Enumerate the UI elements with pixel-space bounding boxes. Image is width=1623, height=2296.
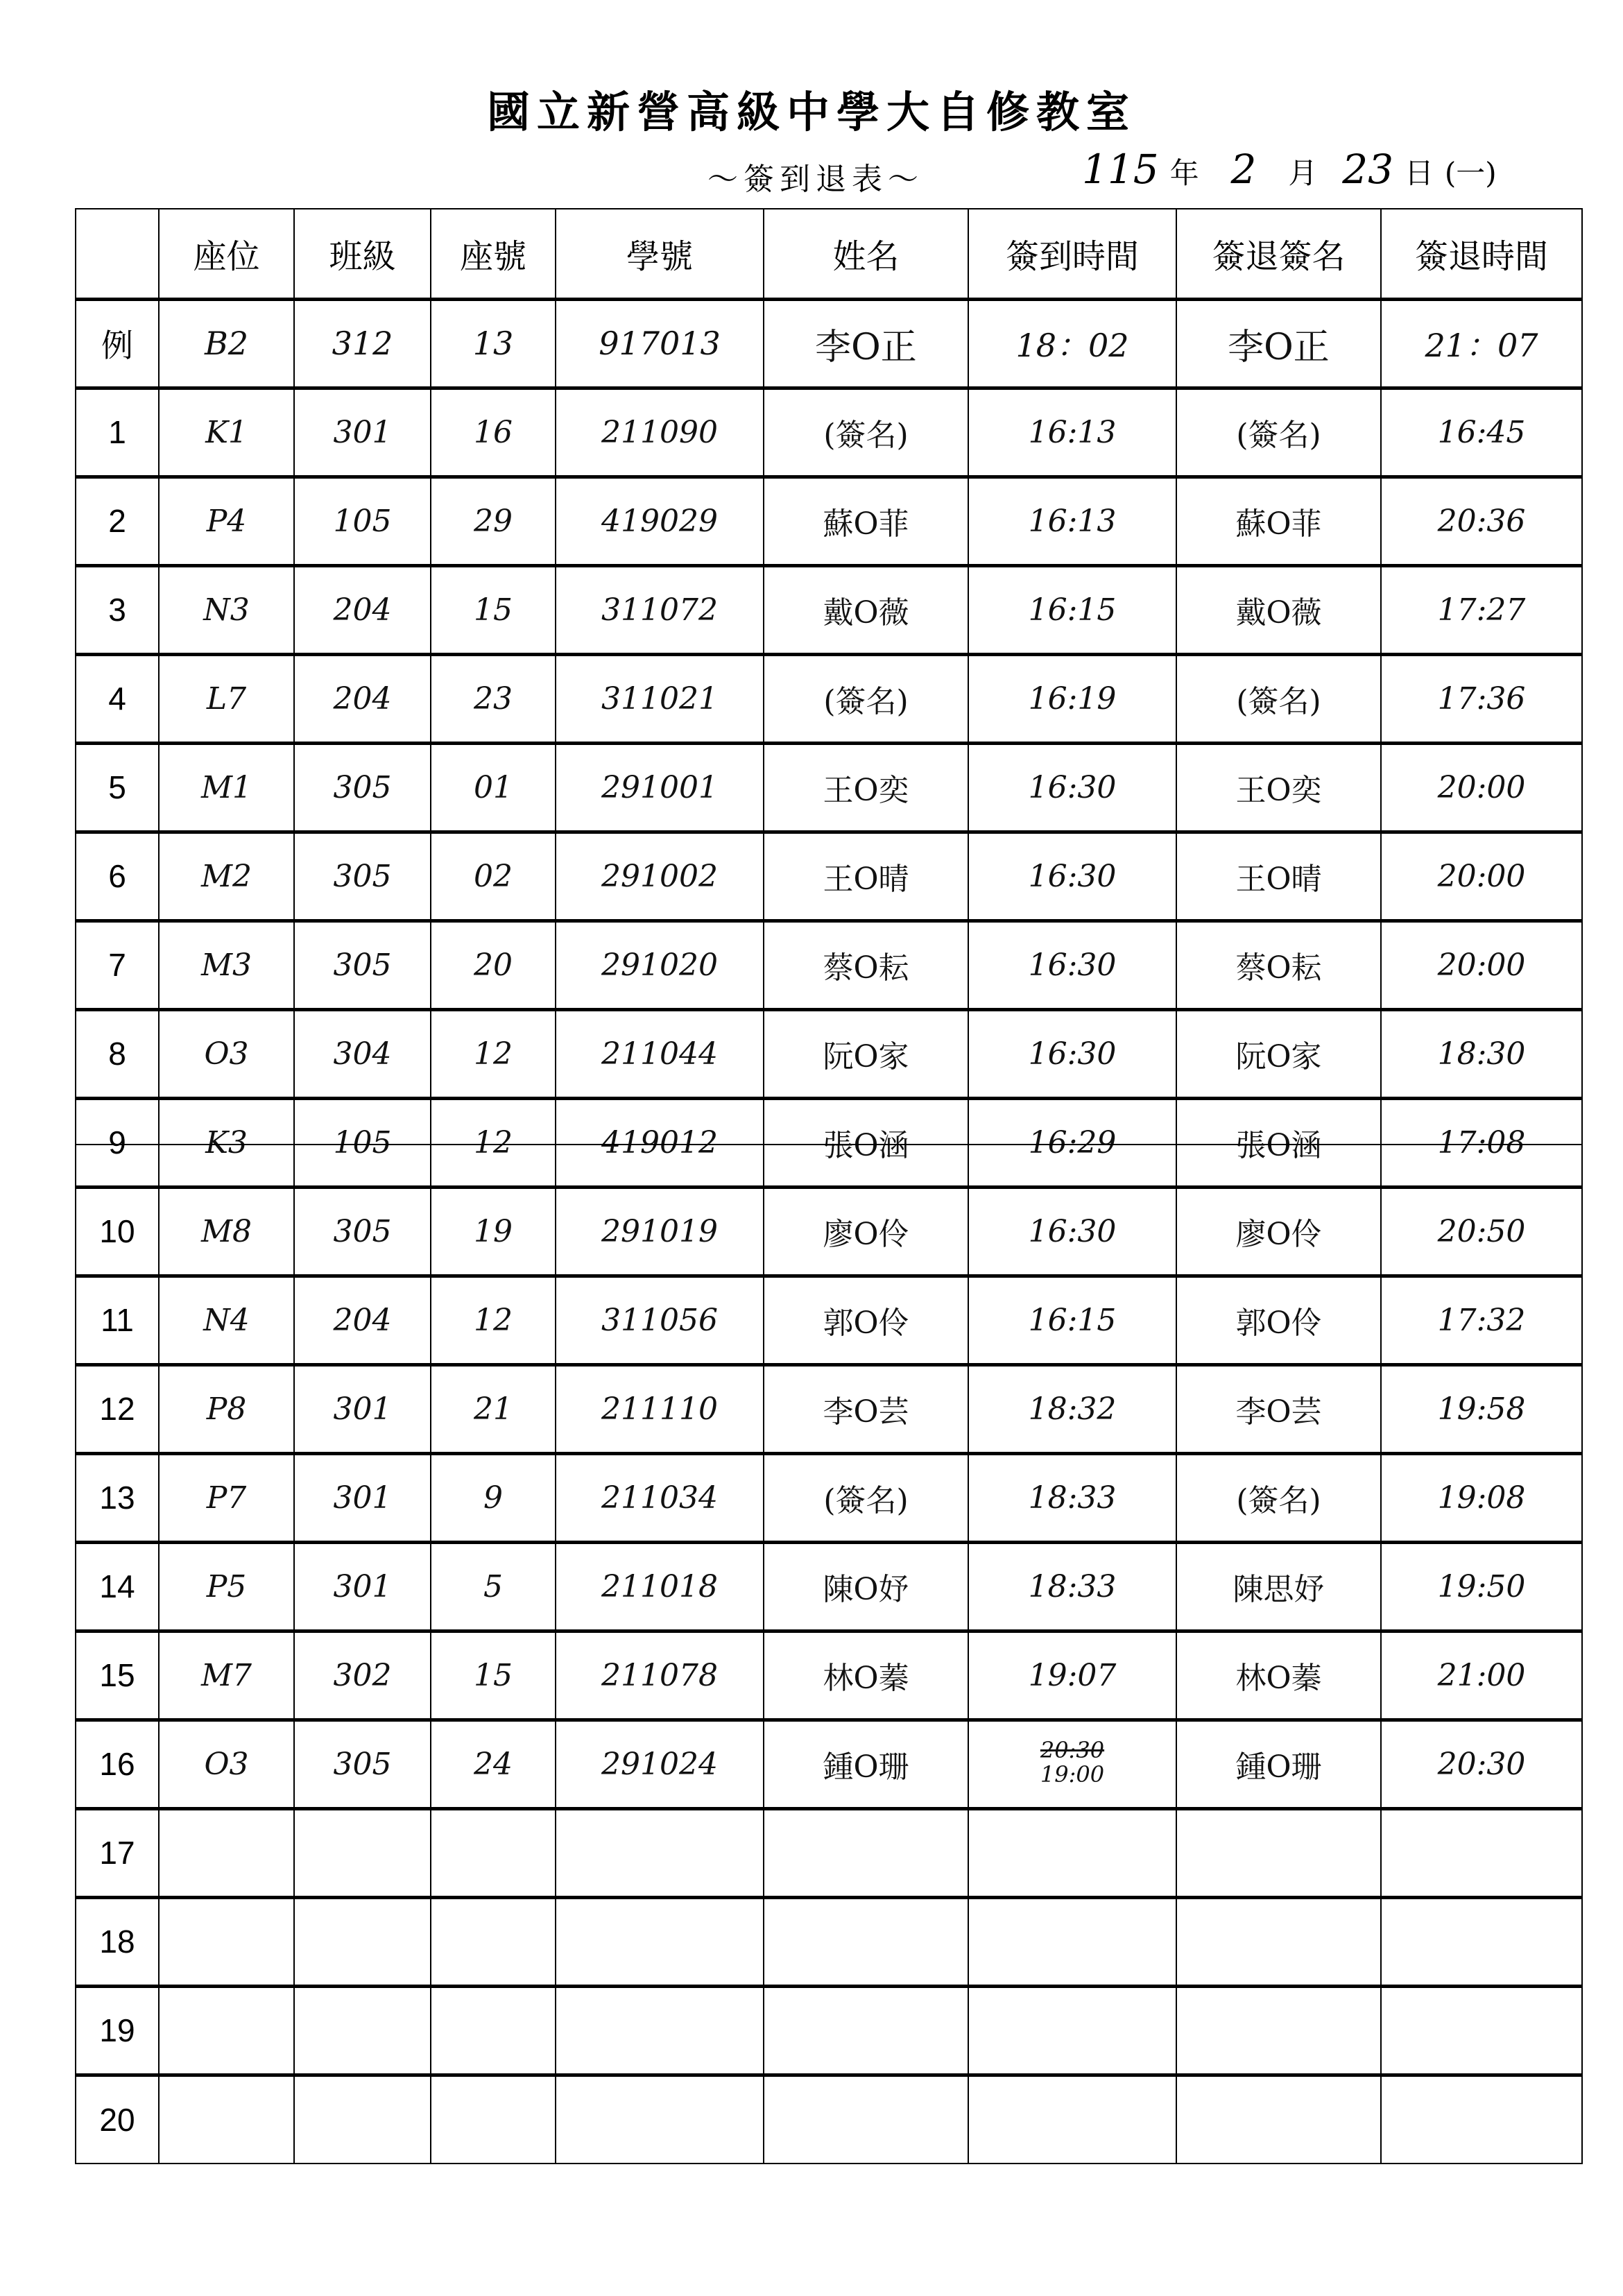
date-month: 2 xyxy=(1230,146,1257,193)
table-row xyxy=(76,832,1582,920)
cell-name[interactable]: 王O奕 xyxy=(764,743,968,832)
cell-sign-in-time[interactable]: 16:30 xyxy=(968,1009,1176,1098)
cell-student-id[interactable]: 311056 xyxy=(556,1276,764,1364)
example-sign-out-time: 21：07 xyxy=(1381,299,1582,388)
cell-student-id[interactable] xyxy=(556,1808,764,1897)
cell-sign-out-time[interactable]: 21:00 xyxy=(1381,1631,1582,1720)
col-header-sign-out-time: 簽退時間 xyxy=(1381,209,1582,299)
cell-sign-out-signature[interactable]: 張O涵 xyxy=(1176,1098,1381,1187)
cell-class[interactable]: 301 xyxy=(294,1364,431,1453)
row-index: 8 xyxy=(76,1009,159,1098)
cell-student-id[interactable]: 211110 xyxy=(556,1364,764,1453)
cell-sign-out-signature[interactable]: 阮O家 xyxy=(1176,1009,1381,1098)
cell-class[interactable]: 301 xyxy=(294,1542,431,1631)
cell-seat[interactable]: N3 xyxy=(159,565,294,654)
row-index: 2 xyxy=(76,477,159,565)
cell-seat[interactable]: P4 xyxy=(159,477,294,565)
cell-student-id[interactable]: 311072 xyxy=(556,565,764,654)
cell-sign-out-signature[interactable] xyxy=(1176,1897,1381,1986)
cell-seat[interactable]: M8 xyxy=(159,1187,294,1276)
cell-number[interactable] xyxy=(431,1986,556,2075)
cell-sign-out-time[interactable]: 20:50 xyxy=(1381,1187,1582,1276)
example-name: 李O正 xyxy=(764,299,968,388)
cell-seat[interactable]: O3 xyxy=(159,1720,294,1808)
cell-sign-in-time[interactable]: 16:30 xyxy=(968,743,1176,832)
cell-sign-out-time[interactable]: 19:50 xyxy=(1381,1542,1582,1631)
example-sign-out-signature: 李O正 xyxy=(1176,299,1381,388)
cell-sign-out-signature[interactable]: 王O奕 xyxy=(1176,743,1381,832)
col-header-name: 姓名 xyxy=(764,209,968,299)
cell-seat[interactable]: P7 xyxy=(159,1453,294,1542)
cell-student-id[interactable]: 211078 xyxy=(556,1631,764,1720)
date-year-label: 年 xyxy=(1169,156,1199,190)
cell-sign-out-time[interactable]: 20:00 xyxy=(1381,743,1582,832)
cell-student-id[interactable]: 291002 xyxy=(556,832,764,920)
row-index: 4 xyxy=(76,654,159,743)
table-row xyxy=(76,1276,1582,1364)
cell-name[interactable] xyxy=(764,1897,968,1986)
cell-name[interactable]: (簽名) xyxy=(764,388,968,477)
cell-name[interactable]: 郭O伶 xyxy=(764,1276,968,1364)
cell-seat[interactable]: K1 xyxy=(159,388,294,477)
cell-number[interactable]: 20 xyxy=(431,920,556,1009)
cell-seat[interactable] xyxy=(159,1808,294,1897)
cell-sign-out-time[interactable]: 20:30 xyxy=(1381,1720,1582,1808)
cell-seat[interactable]: L7 xyxy=(159,654,294,743)
cell-student-id[interactable]: 291024 xyxy=(556,1720,764,1808)
col-header-index xyxy=(76,209,159,299)
struck-time: 20:30 xyxy=(1040,1736,1105,1763)
cell-seat[interactable]: M3 xyxy=(159,920,294,1009)
cell-sign-out-signature[interactable]: 王O晴 xyxy=(1176,832,1381,920)
example-seat: B2 xyxy=(159,299,294,388)
table-header-row xyxy=(76,209,1582,299)
cell-sign-in-time[interactable] xyxy=(968,1986,1176,2075)
cell-seat[interactable]: M2 xyxy=(159,832,294,920)
cell-number[interactable]: 23 xyxy=(431,654,556,743)
cell-sign-in-time[interactable]: 16:30 xyxy=(968,832,1176,920)
cell-number[interactable]: 01 xyxy=(431,743,556,832)
cell-sign-out-signature[interactable]: (簽名) xyxy=(1176,654,1381,743)
cell-sign-out-time[interactable]: 20:36 xyxy=(1381,477,1582,565)
cell-sign-out-time[interactable]: 16:45 xyxy=(1381,388,1582,477)
cell-name[interactable]: 林O蓁 xyxy=(764,1631,968,1720)
cell-sign-in-time[interactable]: 18:33 xyxy=(968,1542,1176,1631)
table-row xyxy=(76,477,1582,565)
table-row xyxy=(76,1542,1582,1631)
cell-student-id[interactable]: 291001 xyxy=(556,743,764,832)
cell-sign-in-time[interactable]: 19:07 xyxy=(968,1631,1176,1720)
cell-student-id[interactable]: 211044 xyxy=(556,1009,764,1098)
cell-name[interactable]: 張O涵 xyxy=(764,1098,968,1187)
cell-student-id[interactable]: 419012 xyxy=(556,1098,764,1187)
corrected-time xyxy=(1040,1738,1104,1787)
table-row xyxy=(76,1720,1582,1808)
example-number: 13 xyxy=(431,299,556,388)
cell-class[interactable]: 301 xyxy=(294,388,431,477)
table-row xyxy=(76,2075,1582,2164)
cell-class[interactable]: 301 xyxy=(294,1453,431,1542)
cell-sign-out-signature[interactable]: 廖O伶 xyxy=(1176,1187,1381,1276)
cell-number[interactable]: 12 xyxy=(431,1276,556,1364)
cell-sign-out-signature[interactable] xyxy=(1176,1808,1381,1897)
table-row xyxy=(76,388,1582,477)
cell-number[interactable]: 19 xyxy=(431,1187,556,1276)
cell-class[interactable]: 305 xyxy=(294,1720,431,1808)
row-index: 5 xyxy=(76,743,159,832)
cell-number[interactable]: 9 xyxy=(431,1453,556,1542)
cell-sign-out-time[interactable]: 18:30 xyxy=(1381,1009,1582,1098)
row-index: 11 xyxy=(76,1276,159,1364)
cell-class[interactable]: 204 xyxy=(294,654,431,743)
table-row xyxy=(76,1631,1582,1720)
cell-student-id[interactable]: 291019 xyxy=(556,1187,764,1276)
row-index: 14 xyxy=(76,1542,159,1631)
cell-sign-out-time[interactable]: 20:00 xyxy=(1381,920,1582,1009)
table-row xyxy=(76,1364,1582,1453)
cell-number[interactable] xyxy=(431,2075,556,2164)
row-index: 9 xyxy=(76,1098,159,1187)
cell-sign-out-time[interactable] xyxy=(1381,1808,1582,1897)
example-sign-in-time: 18：02 xyxy=(968,299,1176,388)
cell-seat[interactable]: O3 xyxy=(159,1009,294,1098)
cell-seat[interactable]: P8 xyxy=(159,1364,294,1453)
cell-sign-out-signature[interactable]: 李O芸 xyxy=(1176,1364,1381,1453)
cell-student-id[interactable]: 211090 xyxy=(556,388,764,477)
cell-class[interactable]: 204 xyxy=(294,565,431,654)
cell-sign-out-signature[interactable]: (簽名) xyxy=(1176,1453,1381,1542)
cell-seat[interactable]: N4 xyxy=(159,1276,294,1364)
example-class: 312 xyxy=(294,299,431,388)
cell-class[interactable]: 304 xyxy=(294,1009,431,1098)
cell-seat[interactable]: K3 xyxy=(159,1098,294,1187)
cell-class[interactable]: 302 xyxy=(294,1631,431,1720)
cell-class[interactable]: 305 xyxy=(294,743,431,832)
row-index: 7 xyxy=(76,920,159,1009)
table-row xyxy=(76,1453,1582,1542)
cell-student-id[interactable]: 211018 xyxy=(556,1542,764,1631)
date-year: 115 xyxy=(1082,146,1159,193)
cell-sign-out-signature[interactable] xyxy=(1176,1986,1381,2075)
row-index: 13 xyxy=(76,1453,159,1542)
cell-sign-in-time[interactable] xyxy=(968,1808,1176,1897)
cell-sign-out-time[interactable]: 20:00 xyxy=(1381,832,1582,920)
cell-name[interactable]: 蘇O菲 xyxy=(764,477,968,565)
row-index: 6 xyxy=(76,832,159,920)
row-index: 17 xyxy=(76,1808,159,1897)
cell-student-id[interactable] xyxy=(556,2075,764,2164)
new-time: 19:00 xyxy=(1040,1761,1105,1788)
cell-name[interactable]: 陳O妤 xyxy=(764,1542,968,1631)
cell-sign-out-signature[interactable]: 蔡O耘 xyxy=(1176,920,1381,1009)
col-header-class: 班級 xyxy=(294,209,431,299)
cell-number[interactable] xyxy=(431,1808,556,1897)
cell-name[interactable] xyxy=(764,2075,968,2164)
cell-number[interactable]: 29 xyxy=(431,477,556,565)
cell-class[interactable] xyxy=(294,1897,431,1986)
date-month-label: 月 xyxy=(1288,156,1318,190)
page-title xyxy=(0,78,1623,139)
date-weekday: (一) xyxy=(1444,156,1497,190)
cell-name[interactable]: 阮O家 xyxy=(764,1009,968,1098)
cell-name[interactable]: (簽名) xyxy=(764,1453,968,1542)
cell-sign-in-time[interactable]: 18:32 xyxy=(968,1364,1176,1453)
date-day-label: 日 xyxy=(1405,156,1434,190)
cell-seat[interactable]: M1 xyxy=(159,743,294,832)
cell-class[interactable]: 305 xyxy=(294,1187,431,1276)
table-row xyxy=(76,1897,1582,1986)
cell-sign-out-time[interactable]: 17:27 xyxy=(1381,565,1582,654)
cell-number[interactable]: 16 xyxy=(431,388,556,477)
form-subtitle: ～簽到退表～ xyxy=(707,162,924,197)
cell-sign-out-time[interactable]: 17:36 xyxy=(1381,654,1582,743)
cell-sign-in-time[interactable] xyxy=(968,2075,1176,2164)
cell-number[interactable] xyxy=(431,1897,556,1986)
cell-sign-in-time[interactable]: 16:13 xyxy=(968,388,1176,477)
cell-class[interactable] xyxy=(294,1808,431,1897)
col-header-sign-out-signature: 簽退簽名 xyxy=(1176,209,1381,299)
cell-sign-in-time[interactable]: 16:19 xyxy=(968,654,1176,743)
cell-number[interactable]: 15 xyxy=(431,565,556,654)
cell-sign-out-time[interactable] xyxy=(1381,2075,1582,2164)
cell-number[interactable]: 02 xyxy=(431,832,556,920)
cell-number[interactable]: 12 xyxy=(431,1098,556,1187)
cell-sign-out-signature[interactable]: 蘇O菲 xyxy=(1176,477,1381,565)
row-index: 12 xyxy=(76,1364,159,1453)
example-student-id: 917013 xyxy=(556,299,764,388)
row-index: 3 xyxy=(76,565,159,654)
cell-name[interactable]: 廖O伶 xyxy=(764,1187,968,1276)
cell-student-id[interactable]: 291020 xyxy=(556,920,764,1009)
cell-student-id[interactable] xyxy=(556,1897,764,1986)
cell-name[interactable]: 戴O薇 xyxy=(764,565,968,654)
cell-seat[interactable] xyxy=(159,1897,294,1986)
cell-class[interactable]: 305 xyxy=(294,832,431,920)
cell-class[interactable]: 305 xyxy=(294,920,431,1009)
cell-sign-in-time[interactable] xyxy=(968,1897,1176,1986)
table-row xyxy=(76,1808,1582,1897)
example-label: 例 xyxy=(76,299,159,388)
cell-name[interactable]: 李O芸 xyxy=(764,1364,968,1453)
table-row xyxy=(76,743,1582,832)
date-day: 23 xyxy=(1342,146,1394,193)
cell-name[interactable] xyxy=(764,1808,968,1897)
cell-class[interactable]: 105 xyxy=(294,477,431,565)
row-index: 19 xyxy=(76,1986,159,2075)
cell-sign-in-time[interactable]: 16:15 xyxy=(968,565,1176,654)
cell-class[interactable] xyxy=(294,2075,431,2164)
table-row xyxy=(76,1187,1582,1276)
row-index: 20 xyxy=(76,2075,159,2164)
cell-sign-out-signature[interactable]: 林O蓁 xyxy=(1176,1631,1381,1720)
cell-sign-out-time[interactable]: 17:32 xyxy=(1381,1276,1582,1364)
cell-sign-out-signature[interactable]: 鍾O珊 xyxy=(1176,1720,1381,1808)
title-text: 國立新營高級中學大自修教室 xyxy=(486,87,1136,137)
form-date xyxy=(1082,146,1497,193)
cell-name[interactable]: (簽名) xyxy=(764,654,968,743)
row-index: 16 xyxy=(76,1720,159,1808)
col-header-seat: 座位 xyxy=(159,209,294,299)
cell-student-id[interactable]: 311021 xyxy=(556,654,764,743)
cell-sign-out-signature[interactable]: 戴O薇 xyxy=(1176,565,1381,654)
table-row xyxy=(76,1986,1582,2075)
cell-sign-out-time[interactable]: 17:08 xyxy=(1381,1098,1582,1187)
cell-sign-in-time[interactable]: 16:29 xyxy=(968,1098,1176,1187)
cell-sign-out-signature[interactable]: 郭O伶 xyxy=(1176,1276,1381,1364)
cell-sign-out-signature[interactable]: (簽名) xyxy=(1176,388,1381,477)
cell-class[interactable]: 204 xyxy=(294,1276,431,1364)
table-row xyxy=(76,920,1582,1009)
cell-sign-in-time[interactable]: 16:30 xyxy=(968,1187,1176,1276)
cell-seat[interactable] xyxy=(159,2075,294,2164)
col-header-number: 座號 xyxy=(431,209,556,299)
cell-student-id[interactable]: 211034 xyxy=(556,1453,764,1542)
cell-name[interactable]: 王O晴 xyxy=(764,832,968,920)
cell-sign-in-time[interactable]: 16:15 xyxy=(968,1276,1176,1364)
cell-sign-in-time[interactable]: 16:30 xyxy=(968,920,1176,1009)
row-index: 15 xyxy=(76,1631,159,1720)
row-index: 10 xyxy=(76,1187,159,1276)
cell-number[interactable]: 15 xyxy=(431,1631,556,1720)
cell-sign-out-time[interactable] xyxy=(1381,1897,1582,1986)
example-row xyxy=(76,299,1582,388)
table-row xyxy=(76,654,1582,743)
cell-seat[interactable]: M7 xyxy=(159,1631,294,1720)
col-header-student-id: 學號 xyxy=(556,209,764,299)
table-row xyxy=(76,1009,1582,1098)
cell-sign-in-time[interactable]: 16:13 xyxy=(968,477,1176,565)
cell-name[interactable]: 蔡O耘 xyxy=(764,920,968,1009)
cell-seat[interactable]: P5 xyxy=(159,1542,294,1631)
cell-sign-out-time[interactable] xyxy=(1381,1986,1582,2075)
cell-sign-in-time[interactable] xyxy=(968,1720,1176,1808)
cell-class[interactable] xyxy=(294,1986,431,2075)
row-index: 1 xyxy=(76,388,159,477)
col-header-sign-in-time: 簽到時間 xyxy=(968,209,1176,299)
sign-in-out-table xyxy=(75,208,1583,2164)
cell-name[interactable] xyxy=(764,1986,968,2075)
cell-number[interactable]: 5 xyxy=(431,1542,556,1631)
table-row xyxy=(76,565,1582,654)
cell-name[interactable]: 鍾O珊 xyxy=(764,1720,968,1808)
cell-sign-out-signature[interactable] xyxy=(1176,2075,1381,2164)
cell-student-id[interactable] xyxy=(556,1986,764,2075)
cell-sign-out-time[interactable]: 19:08 xyxy=(1381,1453,1582,1542)
cell-number[interactable]: 21 xyxy=(431,1364,556,1453)
cell-class[interactable]: 105 xyxy=(294,1098,431,1187)
cell-sign-in-time[interactable]: 18:33 xyxy=(968,1453,1176,1542)
cell-sign-out-time[interactable]: 19:58 xyxy=(1381,1364,1582,1453)
cell-sign-out-signature[interactable]: 陳思妤 xyxy=(1176,1542,1381,1631)
table-row xyxy=(76,1098,1582,1187)
cell-number[interactable]: 12 xyxy=(431,1009,556,1098)
cell-student-id[interactable]: 419029 xyxy=(556,477,764,565)
row-index: 18 xyxy=(76,1897,159,1986)
cell-number[interactable]: 24 xyxy=(431,1720,556,1808)
cell-seat[interactable] xyxy=(159,1986,294,2075)
